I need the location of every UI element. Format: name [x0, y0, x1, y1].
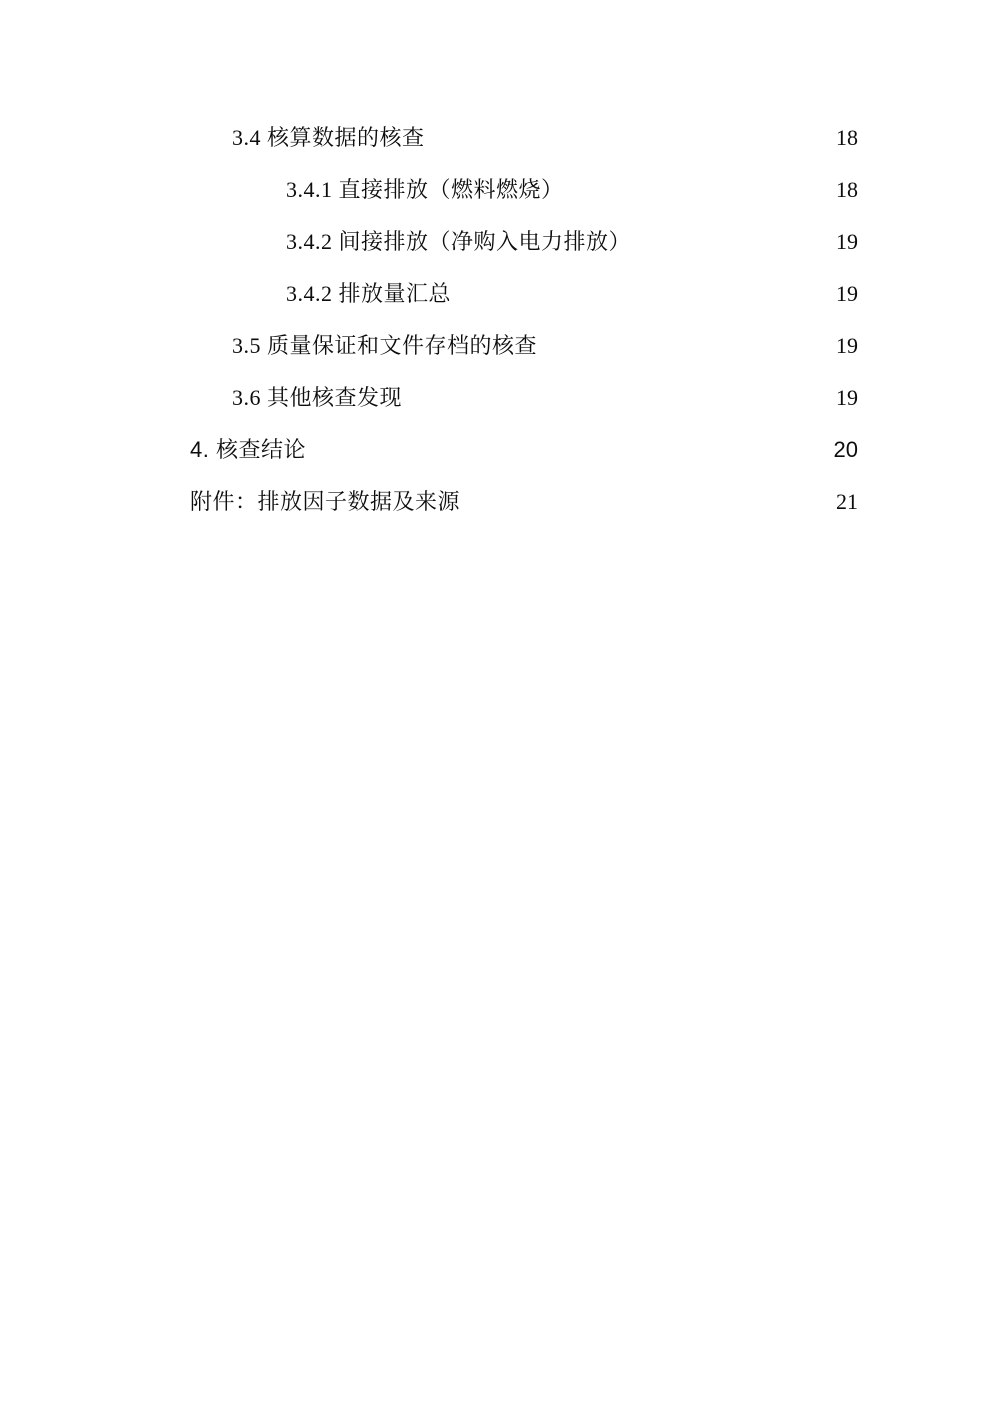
toc-entry[interactable]: [0, 320, 1000, 372]
toc-entry-label: 附件：排放因子数据及来源: [190, 489, 461, 514]
toc-page-number: 19: [836, 385, 858, 410]
toc-leader-dots: [466, 487, 820, 509]
toc-entry-label: 3.4.2 间接排放（净购入电力排放）: [286, 229, 632, 254]
toc-entry[interactable]: [0, 476, 1000, 528]
toc-leader-dots: [543, 331, 820, 353]
toc-page-number: 18: [836, 125, 858, 150]
toc-leader-dots: [408, 383, 820, 405]
toc-entry-label: 3.4.2 排放量汇总: [286, 281, 452, 306]
toc-entry-label: 3.4 核算数据的核查: [232, 125, 425, 150]
toc-entry[interactable]: [0, 112, 1000, 164]
toc-page-number: 19: [836, 229, 858, 254]
toc-entry-label: 4. 核查结论: [190, 437, 306, 462]
toc-leader-dots: [312, 435, 820, 457]
toc-page-number: 20: [833, 437, 858, 462]
toc-leader-dots: [570, 175, 814, 197]
toc-entry-label: 3.4.1 直接排放（燃料燃烧）: [286, 177, 564, 202]
toc-leader-dots: [431, 123, 820, 145]
toc-entry[interactable]: [0, 216, 1000, 268]
toc-entry-label: 3.6 其他核查发现: [232, 385, 403, 410]
toc-leader-dots: [637, 227, 814, 249]
toc-entry-label: 3.5 质量保证和文件存档的核查: [232, 333, 538, 358]
toc-page-number: 18: [836, 177, 858, 202]
table-of-contents: [0, 112, 1000, 528]
toc-entry[interactable]: [0, 268, 1000, 320]
toc-page-number: 19: [836, 333, 858, 358]
toc-entry[interactable]: [0, 424, 1000, 476]
toc-entry[interactable]: [0, 372, 1000, 424]
toc-page-number: 19: [836, 281, 858, 306]
toc-leader-dots: [457, 279, 814, 301]
toc-page-number: 21: [836, 489, 858, 514]
toc-entry[interactable]: [0, 164, 1000, 216]
